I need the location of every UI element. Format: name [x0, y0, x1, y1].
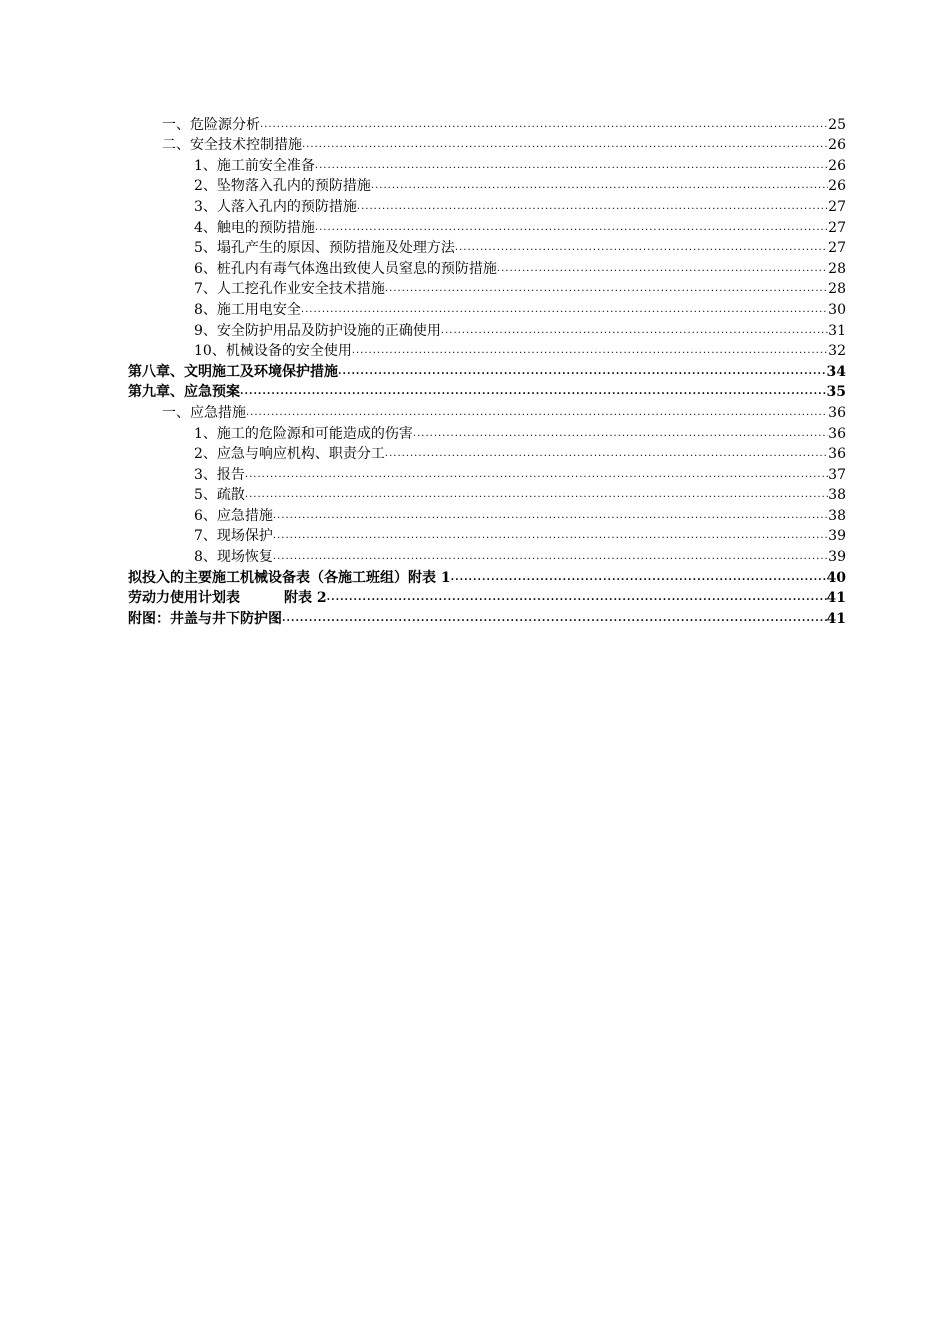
- toc-dot-leader: [352, 344, 828, 358]
- toc-dot-leader: [357, 200, 828, 214]
- toc-entry-label: 8、施工用电安全: [194, 301, 301, 318]
- toc-entry-label: 2、应急与响应机构、职责分工: [194, 446, 385, 463]
- toc-dot-leader: [315, 221, 828, 235]
- toc-entry-label: 一、危险源分析: [162, 116, 260, 133]
- toc-page-number: 31: [828, 322, 846, 339]
- toc-entry[interactable]: [128, 299, 846, 320]
- toc-entry-label: 4、触电的预防措施: [194, 219, 315, 236]
- table-of-contents: [128, 114, 846, 629]
- toc-entry-label: 第九章、应急预案: [128, 384, 240, 401]
- toc-dot-leader: [315, 159, 828, 173]
- toc-entry[interactable]: [128, 341, 846, 362]
- toc-dot-leader: [245, 488, 828, 502]
- toc-entry[interactable]: [128, 217, 846, 238]
- toc-entry-label: 7、现场保护: [194, 528, 273, 545]
- toc-dot-leader: [385, 447, 828, 461]
- toc-entry-label: 5、疏散: [194, 487, 245, 504]
- toc-entry-label: 1、施工前安全准备: [194, 157, 315, 174]
- toc-page-number: 27: [828, 198, 846, 215]
- toc-entry-label: 2、坠物落入孔内的预防措施: [194, 178, 371, 195]
- toc-dot-leader: [273, 509, 828, 523]
- toc-entry-label: 6、桩孔内有毒气体逸出致使人员窒息的预防措施: [194, 260, 497, 277]
- toc-page-number: 28: [828, 260, 846, 277]
- toc-entry[interactable]: [128, 155, 846, 176]
- toc-page-number: 26: [828, 157, 846, 174]
- toc-page-number: 38: [828, 487, 846, 504]
- toc-page-number: 35: [826, 384, 846, 401]
- toc-entry-label: 3、人落入孔内的预防措施: [194, 198, 357, 215]
- toc-page-number: 36: [828, 425, 846, 442]
- toc-entry[interactable]: [128, 423, 846, 444]
- toc-entry[interactable]: [128, 485, 846, 506]
- toc-page-number: 27: [828, 219, 846, 236]
- toc-appendix-entry[interactable]: [128, 588, 846, 609]
- toc-page-number: 38: [828, 507, 846, 524]
- toc-dot-leader: [273, 529, 828, 543]
- toc-entry-label: 7、人工挖孔作业安全技术措施: [194, 281, 385, 298]
- toc-dot-leader: [240, 385, 827, 399]
- toc-entry[interactable]: [128, 176, 846, 197]
- toc-entry[interactable]: [128, 258, 846, 279]
- toc-entry-label: 附图：井盖与井下防护图: [128, 610, 282, 627]
- toc-entry-label: 9、安全防护用品及防护设施的正确使用: [194, 322, 441, 339]
- toc-dot-leader: [413, 427, 828, 441]
- toc-entry-label: 5、塌孔产生的原因、预防措施及处理方法: [194, 240, 455, 257]
- toc-entry[interactable]: [128, 464, 846, 485]
- toc-entry[interactable]: [128, 546, 846, 567]
- toc-dot-leader: [441, 324, 828, 338]
- toc-appendix-entry[interactable]: [128, 567, 846, 588]
- toc-chapter-entry[interactable]: [128, 361, 846, 382]
- toc-entry-label: 1、施工的危险源和可能造成的伤害: [194, 425, 413, 442]
- toc-page-number: 39: [828, 549, 846, 566]
- toc-dot-leader: [302, 138, 828, 152]
- toc-page-number: 26: [828, 137, 846, 154]
- toc-entry-label: 10、机械设备的安全使用: [194, 343, 352, 360]
- toc-page-number: 32: [828, 343, 846, 360]
- toc-page-number: 41: [826, 610, 846, 627]
- toc-entry[interactable]: [128, 196, 846, 217]
- toc-page-number: 27: [828, 240, 846, 257]
- toc-entry-label: 6、应急措施: [194, 507, 273, 524]
- toc-dot-leader: [455, 241, 828, 255]
- toc-chapter-entry[interactable]: [128, 382, 846, 403]
- toc-entry-suffix: 附表 2: [284, 590, 327, 607]
- toc-dot-leader: [338, 365, 827, 379]
- toc-entry-title: 劳动力使用计划表: [128, 590, 240, 607]
- toc-page-number: 41: [826, 590, 846, 607]
- toc-dot-leader: [273, 550, 828, 564]
- toc-dot-leader: [246, 406, 828, 420]
- toc-dot-leader: [385, 282, 828, 296]
- toc-dot-leader: [245, 468, 828, 482]
- toc-page-number: 36: [828, 446, 846, 463]
- toc-entry-label: 第八章、文明施工及环境保护措施: [128, 363, 338, 380]
- toc-entry[interactable]: [128, 238, 846, 259]
- toc-page-number: 34: [826, 363, 846, 380]
- toc-appendix-entry[interactable]: [128, 608, 846, 629]
- toc-dot-leader: [451, 571, 827, 585]
- toc-entry[interactable]: [128, 526, 846, 547]
- toc-dot-leader: [497, 262, 828, 276]
- toc-page-number: 39: [828, 528, 846, 545]
- toc-entry[interactable]: [128, 444, 846, 465]
- toc-dot-leader: [301, 303, 828, 317]
- toc-dot-leader: [371, 179, 828, 193]
- toc-page-number: 28: [828, 281, 846, 298]
- toc-page-number: 40: [826, 569, 846, 586]
- toc-entry[interactable]: [128, 279, 846, 300]
- toc-entry[interactable]: [128, 135, 846, 156]
- toc-page-number: 37: [828, 466, 846, 483]
- toc-page-number: 26: [828, 178, 846, 195]
- toc-entry[interactable]: [128, 320, 846, 341]
- toc-page-number: 30: [828, 301, 846, 318]
- toc-entry[interactable]: [128, 402, 846, 423]
- toc-entry-label: 一、应急措施: [162, 404, 246, 421]
- toc-entry[interactable]: [128, 505, 846, 526]
- toc-entry-label: 8、现场恢复: [194, 549, 273, 566]
- toc-entry-label: 拟投入的主要施工机械设备表（各施工班组）附表 1: [128, 569, 451, 586]
- toc-dot-leader: [260, 118, 828, 132]
- toc-page-number: 36: [828, 404, 846, 421]
- toc-entry-label: [128, 588, 327, 608]
- toc-dot-leader: [282, 612, 827, 626]
- toc-dot-leader: [327, 591, 827, 605]
- toc-entry[interactable]: [128, 114, 846, 135]
- toc-entry-label: 二、安全技术控制措施: [162, 137, 302, 154]
- toc-page-number: 25: [828, 116, 846, 133]
- toc-entry-label: 3、报告: [194, 466, 245, 483]
